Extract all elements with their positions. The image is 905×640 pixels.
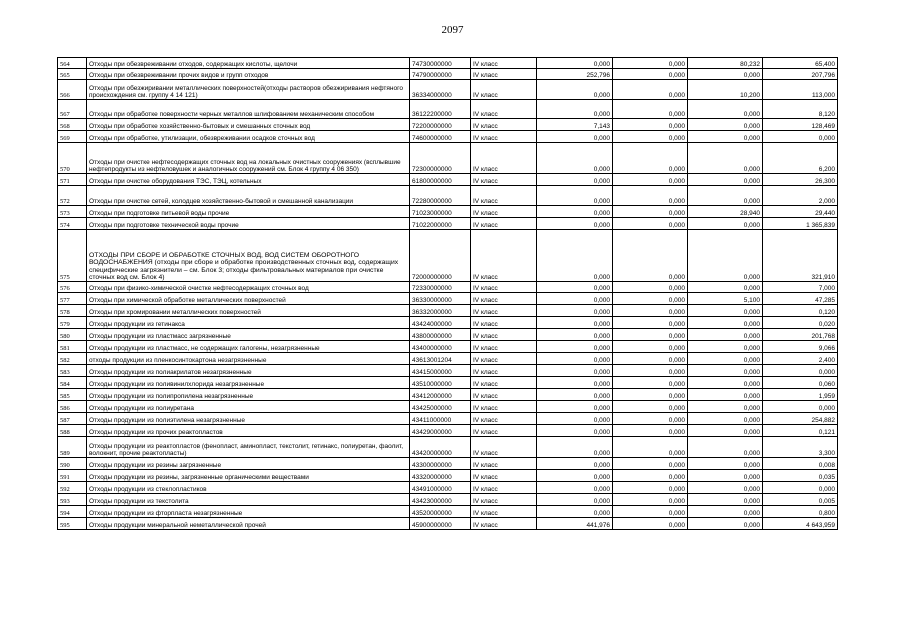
value-3: 28,940 xyxy=(688,206,763,218)
value-4: 0,035 xyxy=(763,470,838,482)
row-number: 583 xyxy=(58,365,87,377)
row-number: 586 xyxy=(58,401,87,413)
table-row xyxy=(58,518,838,530)
waste-name: Отходы при физико-химической очистке нефтесодержащих сточных вод xyxy=(87,282,410,293)
row-number: 588 xyxy=(58,425,87,437)
value-4: 0,000 xyxy=(763,401,838,413)
fkko-code: 43520000000 xyxy=(410,506,471,518)
value-2: 0,000 xyxy=(613,80,688,100)
hazard-class: IV класс xyxy=(471,437,537,458)
hazard-class: IV класс xyxy=(471,353,537,365)
table-row xyxy=(58,119,838,131)
waste-name: Отходы продукции из пластмасс загрязненные xyxy=(87,329,410,341)
value-1: 0,000 xyxy=(537,401,613,413)
row-number: 569 xyxy=(58,131,87,143)
fkko-code: 72300000000 xyxy=(410,143,471,174)
value-2: 0,000 xyxy=(613,494,688,506)
value-1: 0,000 xyxy=(537,377,613,389)
waste-name: Отходы при очистке оборудования ТЭС, ТЭЦ, котельных xyxy=(87,174,410,186)
value-2: 0,000 xyxy=(613,218,688,230)
value-3: 10,200 xyxy=(688,80,763,100)
value-4: 2,000 xyxy=(763,186,838,206)
table-row xyxy=(58,425,838,437)
table-row xyxy=(58,230,838,282)
table-row xyxy=(58,413,838,425)
waste-name: Отходы при подготовке питьевой воды прочие xyxy=(87,206,410,218)
hazard-class: IV класс xyxy=(471,377,537,389)
value-2: 0,000 xyxy=(613,518,688,530)
hazard-class: IV класс xyxy=(471,69,537,80)
waste-name: Отходы при обработке, утилизации, обезвреживании осадков сточных вод xyxy=(87,131,410,143)
waste-name: Отходы продукции из гетинакса xyxy=(87,317,410,329)
value-2: 0,000 xyxy=(613,437,688,458)
value-3: 5,100 xyxy=(688,293,763,305)
hazard-class: IV класс xyxy=(471,218,537,230)
table-row xyxy=(58,131,838,143)
section-note: (отходы при сборе и обработке производственных сточных вод, содержащих специфические загрязнители – см. Блок 3; отходы фильтровальных материалов при очистке сточных вод см. Блок 4) xyxy=(89,259,399,281)
row-number: 573 xyxy=(58,206,87,218)
row-number: 584 xyxy=(58,377,87,389)
value-2: 0,000 xyxy=(613,69,688,80)
row-number: 576 xyxy=(58,282,87,293)
fkko-code: 36334000000 xyxy=(410,80,471,100)
value-3: 0,000 xyxy=(688,482,763,494)
table-row xyxy=(58,341,838,353)
fkko-code: 43425000000 xyxy=(410,401,471,413)
value-4: 2,400 xyxy=(763,353,838,365)
waste-name: Отходы при обработке поверхности черных металлов шлифованием механическим способом xyxy=(87,100,410,119)
hazard-class: IV класс xyxy=(471,282,537,293)
row-number: 581 xyxy=(58,341,87,353)
row-number: 594 xyxy=(58,506,87,518)
table-row xyxy=(58,470,838,482)
value-4: 6,200 xyxy=(763,143,838,174)
value-2: 0,000 xyxy=(613,100,688,119)
value-3: 0,000 xyxy=(688,425,763,437)
table-row xyxy=(58,218,838,230)
table-row xyxy=(58,458,838,470)
value-3: 0,000 xyxy=(688,389,763,401)
row-number: 595 xyxy=(58,518,87,530)
value-1: 0,000 xyxy=(537,389,613,401)
hazard-class: IV класс xyxy=(471,293,537,305)
table-row xyxy=(58,377,838,389)
fkko-code: 43424000000 xyxy=(410,317,471,329)
table-row xyxy=(58,206,838,218)
fkko-code: 43510000000 xyxy=(410,377,471,389)
fkko-code: 43415000000 xyxy=(410,365,471,377)
value-3: 0,000 xyxy=(688,458,763,470)
value-1: 0,000 xyxy=(537,218,613,230)
fkko-code: 43300000000 xyxy=(410,458,471,470)
value-2: 0,000 xyxy=(613,377,688,389)
table-row xyxy=(58,365,838,377)
value-2: 0,000 xyxy=(613,389,688,401)
row-number: 582 xyxy=(58,353,87,365)
hazard-class: IV класс xyxy=(471,365,537,377)
value-1: 0,000 xyxy=(537,413,613,425)
row-number: 570 xyxy=(58,143,87,174)
value-3: 0,000 xyxy=(688,341,763,353)
hazard-class: IV класс xyxy=(471,341,537,353)
table-row xyxy=(58,100,838,119)
fkko-code: 43320000000 xyxy=(410,470,471,482)
value-1: 0,000 xyxy=(537,80,613,100)
waste-name: Отходы продукции из стеклопластиков xyxy=(87,482,410,494)
hazard-class: IV класс xyxy=(471,317,537,329)
hazard-class: IV класс xyxy=(471,470,537,482)
value-1: 0,000 xyxy=(537,100,613,119)
value-4: 47,285 xyxy=(763,293,838,305)
fkko-code: 71022000000 xyxy=(410,218,471,230)
waste-name: Отходы продукции из фторпласта незагрязненные xyxy=(87,506,410,518)
value-3: 0,000 xyxy=(688,470,763,482)
value-3: 0,000 xyxy=(688,218,763,230)
value-1: 0,000 xyxy=(537,482,613,494)
value-3: 0,000 xyxy=(688,131,763,143)
value-4: 4 643,959 xyxy=(763,518,838,530)
fkko-code: 43420000000 xyxy=(410,437,471,458)
hazard-class: IV класс xyxy=(471,425,537,437)
value-4: 0,000 xyxy=(763,482,838,494)
value-1: 0,000 xyxy=(537,293,613,305)
row-number: 577 xyxy=(58,293,87,305)
table-row xyxy=(58,329,838,341)
table-row xyxy=(58,174,838,186)
value-2: 0,000 xyxy=(613,119,688,131)
value-1: 441,976 xyxy=(537,518,613,530)
table-row xyxy=(58,401,838,413)
value-2: 0,000 xyxy=(613,365,688,377)
value-3: 0,000 xyxy=(688,377,763,389)
fkko-code: 43800000000 xyxy=(410,329,471,341)
waste-name: Отходы при подготовке технической воды прочие xyxy=(87,218,410,230)
waste-name xyxy=(87,230,410,282)
waste-name: Отходы продукции из текстолита xyxy=(87,494,410,506)
value-1: 0,000 xyxy=(537,230,613,282)
value-3: 0,000 xyxy=(688,69,763,80)
waste-name: Отходы при обезжиривании металлических поверхностей(отходы растворов обезжиривания нефтяного происхождения см. группу 4 14 121) xyxy=(87,80,410,100)
value-1: 0,000 xyxy=(537,206,613,218)
row-number: 593 xyxy=(58,494,87,506)
value-2: 0,000 xyxy=(613,58,688,69)
value-4: 0,008 xyxy=(763,458,838,470)
value-2: 0,000 xyxy=(613,482,688,494)
fkko-code: 43423000000 xyxy=(410,494,471,506)
hazard-class: IV класс xyxy=(471,174,537,186)
value-2: 0,000 xyxy=(613,317,688,329)
table-row xyxy=(58,58,838,69)
fkko-code: 43429000000 xyxy=(410,425,471,437)
value-1: 0,000 xyxy=(537,131,613,143)
waste-name: Отходы при очистке нефтесодержащих сточных вод на локальных очистных сооружениях (всплывшие нефтепродукты из нефтеловушек и аналогичных сооружений см. Блок 4 группу 4 06 350) xyxy=(87,143,410,174)
waste-name: Отходы продукции из полиакрилатов незагрязненные xyxy=(87,365,410,377)
value-3: 0,000 xyxy=(688,506,763,518)
value-3: 0,000 xyxy=(688,143,763,174)
hazard-class: IV класс xyxy=(471,230,537,282)
value-1: 0,000 xyxy=(537,186,613,206)
table-row xyxy=(58,317,838,329)
value-3: 0,000 xyxy=(688,100,763,119)
value-4: 201,768 xyxy=(763,329,838,341)
hazard-class: IV класс xyxy=(471,186,537,206)
table-row xyxy=(58,143,838,174)
hazard-class: IV класс xyxy=(471,131,537,143)
fkko-code: 74790000000 xyxy=(410,69,471,80)
hazard-class: IV класс xyxy=(471,119,537,131)
value-2: 0,000 xyxy=(613,131,688,143)
value-3: 0,000 xyxy=(688,174,763,186)
value-2: 0,000 xyxy=(613,143,688,174)
hazard-class: IV класс xyxy=(471,458,537,470)
value-3: 0,000 xyxy=(688,282,763,293)
value-1: 0,000 xyxy=(537,329,613,341)
fkko-code: 43491000000 xyxy=(410,482,471,494)
row-number: 591 xyxy=(58,470,87,482)
fkko-code: 61800000000 xyxy=(410,174,471,186)
value-2: 0,000 xyxy=(613,282,688,293)
value-1: 0,000 xyxy=(537,353,613,365)
value-4: 1,959 xyxy=(763,389,838,401)
table-body xyxy=(58,58,838,530)
row-number: 568 xyxy=(58,119,87,131)
value-3: 0,000 xyxy=(688,518,763,530)
fkko-code: 43412000000 xyxy=(410,389,471,401)
fkko-code: 71023000000 xyxy=(410,206,471,218)
value-2: 0,000 xyxy=(613,506,688,518)
row-number: 579 xyxy=(58,317,87,329)
value-4: 9,066 xyxy=(763,341,838,353)
fkko-code: 74600000000 xyxy=(410,131,471,143)
value-2: 0,000 xyxy=(613,329,688,341)
waste-name: Отходы продукции из пластмасс, не содержащих галогены, незагрязненные xyxy=(87,341,410,353)
hazard-class: IV класс xyxy=(471,518,537,530)
waste-name: Отходы при очистке сетей, колодцев хозяйственно-бытовой и смешанной канализации xyxy=(87,186,410,206)
value-1: 0,000 xyxy=(537,305,613,317)
value-4: 207,796 xyxy=(763,69,838,80)
table-row xyxy=(58,437,838,458)
table-row xyxy=(58,305,838,317)
row-number: 578 xyxy=(58,305,87,317)
hazard-class: IV класс xyxy=(471,206,537,218)
value-3: 0,000 xyxy=(688,317,763,329)
value-4: 7,000 xyxy=(763,282,838,293)
value-3: 80,232 xyxy=(688,58,763,69)
row-number: 571 xyxy=(58,174,87,186)
value-3: 0,000 xyxy=(688,230,763,282)
value-2: 0,000 xyxy=(613,458,688,470)
value-1: 0,000 xyxy=(537,143,613,174)
value-4: 65,400 xyxy=(763,58,838,69)
value-4: 254,882 xyxy=(763,413,838,425)
value-1: 0,000 xyxy=(537,458,613,470)
value-4: 8,120 xyxy=(763,100,838,119)
waste-name: Отходы при обезвреживании отходов, содержащих кислоты, щелочи xyxy=(87,58,410,69)
value-1: 0,000 xyxy=(537,506,613,518)
value-3: 0,000 xyxy=(688,353,763,365)
value-3: 0,000 xyxy=(688,494,763,506)
waste-name: Отходы продукции из резины загрязненные xyxy=(87,458,410,470)
value-3: 0,000 xyxy=(688,119,763,131)
row-number: 564 xyxy=(58,58,87,69)
fkko-code: 36330000000 xyxy=(410,293,471,305)
hazard-class: IV класс xyxy=(471,494,537,506)
value-4: 1 365,839 xyxy=(763,218,838,230)
row-number: 585 xyxy=(58,389,87,401)
waste-name: Отходы продукции из резины, загрязненные органическими веществами xyxy=(87,470,410,482)
section-heading: ОТХОДЫ ПРИ СБОРЕ И ОБРАБОТКЕ СТОЧНЫХ ВОД, ВОД СИСТЕМ ОБОРОТНОГО ВОДОСНАБЖЕНИЯ xyxy=(89,252,360,267)
hazard-class: IV класс xyxy=(471,401,537,413)
page-number: 2097 xyxy=(441,24,464,36)
row-number: 566 xyxy=(58,80,87,100)
value-1: 252,796 xyxy=(537,69,613,80)
value-1: 7,143 xyxy=(537,119,613,131)
value-1: 0,000 xyxy=(537,317,613,329)
value-1: 0,000 xyxy=(537,470,613,482)
fkko-code: 72280000000 xyxy=(410,186,471,206)
value-1: 0,000 xyxy=(537,494,613,506)
value-4: 113,000 xyxy=(763,80,838,100)
value-4: 0,005 xyxy=(763,494,838,506)
table-row xyxy=(58,186,838,206)
table-row xyxy=(58,80,838,100)
row-number: 575 xyxy=(58,230,87,282)
hazard-class: IV класс xyxy=(471,506,537,518)
value-4: 3,300 xyxy=(763,437,838,458)
value-2: 0,000 xyxy=(613,425,688,437)
row-number: 572 xyxy=(58,186,87,206)
fkko-code: 72330000000 xyxy=(410,282,471,293)
waste-name: Отходы продукции из полипропилена незагрязненные xyxy=(87,389,410,401)
hazard-class: IV класс xyxy=(471,413,537,425)
row-number: 589 xyxy=(58,437,87,458)
waste-name: Отходы при химической обработке металлических поверхностей xyxy=(87,293,410,305)
value-3: 0,000 xyxy=(688,329,763,341)
value-2: 0,000 xyxy=(613,305,688,317)
value-4: 29,440 xyxy=(763,206,838,218)
hazard-class: IV класс xyxy=(471,58,537,69)
value-4: 128,469 xyxy=(763,119,838,131)
value-2: 0,000 xyxy=(613,230,688,282)
value-2: 0,000 xyxy=(613,470,688,482)
table-row xyxy=(58,494,838,506)
fkko-code: 43411000000 xyxy=(410,413,471,425)
value-1: 0,000 xyxy=(537,365,613,377)
value-1: 0,000 xyxy=(537,58,613,69)
value-2: 0,000 xyxy=(613,401,688,413)
hazard-class: IV класс xyxy=(471,80,537,100)
table-row xyxy=(58,506,838,518)
value-3: 0,000 xyxy=(688,305,763,317)
table-row xyxy=(58,389,838,401)
waste-name: Отходы при хромировании металлических поверхностей xyxy=(87,305,410,317)
waste-name: Отходы продукции из поливинилхлорида незагрязненные xyxy=(87,377,410,389)
table-row xyxy=(58,353,838,365)
waste-name: Отходы продукции из полиэтилена незагрязненные xyxy=(87,413,410,425)
value-4: 0,800 xyxy=(763,506,838,518)
value-2: 0,000 xyxy=(613,413,688,425)
value-1: 0,000 xyxy=(537,282,613,293)
value-4: 26,300 xyxy=(763,174,838,186)
waste-name: Отходы при обработке хозяйственно-бытовых и смешанных сточных вод xyxy=(87,119,410,131)
table-row xyxy=(58,69,838,80)
hazard-class: IV класс xyxy=(471,305,537,317)
value-2: 0,000 xyxy=(613,206,688,218)
row-number: 592 xyxy=(58,482,87,494)
value-4: 0,121 xyxy=(763,425,838,437)
value-3: 0,000 xyxy=(688,186,763,206)
value-3: 0,000 xyxy=(688,413,763,425)
value-3: 0,000 xyxy=(688,401,763,413)
fkko-code: 36122200000 xyxy=(410,100,471,119)
value-3: 0,000 xyxy=(688,437,763,458)
fkko-code: 45900000000 xyxy=(410,518,471,530)
value-2: 0,000 xyxy=(613,293,688,305)
row-number: 565 xyxy=(58,69,87,80)
table-row xyxy=(58,293,838,305)
value-2: 0,000 xyxy=(613,186,688,206)
hazard-class: IV класс xyxy=(471,389,537,401)
value-4: 0,000 xyxy=(763,365,838,377)
fkko-code: 43613001204 xyxy=(410,353,471,365)
row-number: 587 xyxy=(58,413,87,425)
value-1: 0,000 xyxy=(537,437,613,458)
hazard-class: IV класс xyxy=(471,482,537,494)
waste-table xyxy=(57,57,838,530)
waste-name: Отходы продукции из реактопластов (фенопласт, аминопласт, текстолит, гетинакс, полиуретан, фаолит, волокнит, прочие реактопласты) xyxy=(87,437,410,458)
row-number: 567 xyxy=(58,100,87,119)
waste-name: Отходы продукции из полиуретана xyxy=(87,401,410,413)
fkko-code: 36332000000 xyxy=(410,305,471,317)
value-2: 0,000 xyxy=(613,341,688,353)
row-number: 580 xyxy=(58,329,87,341)
hazard-class: IV класс xyxy=(471,100,537,119)
fkko-code: 72000000000 xyxy=(410,230,471,282)
row-number: 574 xyxy=(58,218,87,230)
value-4: 0,020 xyxy=(763,317,838,329)
row-number: 590 xyxy=(58,458,87,470)
value-1: 0,000 xyxy=(537,341,613,353)
fkko-code: 43400000000 xyxy=(410,341,471,353)
value-4: 0,120 xyxy=(763,305,838,317)
waste-name: Отходы при обезвреживании прочих видов и групп отходов xyxy=(87,69,410,80)
hazard-class: IV класс xyxy=(471,143,537,174)
value-2: 0,000 xyxy=(613,174,688,186)
hazard-class: IV класс xyxy=(471,329,537,341)
waste-name: Отходы продукции из прочих реактопластов xyxy=(87,425,410,437)
waste-name: отходы продукции из пленкосинтокартона незагрязненные xyxy=(87,353,410,365)
table-row xyxy=(58,282,838,293)
value-1: 0,000 xyxy=(537,174,613,186)
value-4: 321,910 xyxy=(763,230,838,282)
value-1: 0,000 xyxy=(537,425,613,437)
value-4: 0,000 xyxy=(763,131,838,143)
value-3: 0,000 xyxy=(688,365,763,377)
table-row xyxy=(58,482,838,494)
value-4: 0,060 xyxy=(763,377,838,389)
value-2: 0,000 xyxy=(613,353,688,365)
waste-name: Отходы продукции минеральной неметаллической прочей xyxy=(87,518,410,530)
fkko-code: 74730000000 xyxy=(410,58,471,69)
fkko-code: 72200000000 xyxy=(410,119,471,131)
